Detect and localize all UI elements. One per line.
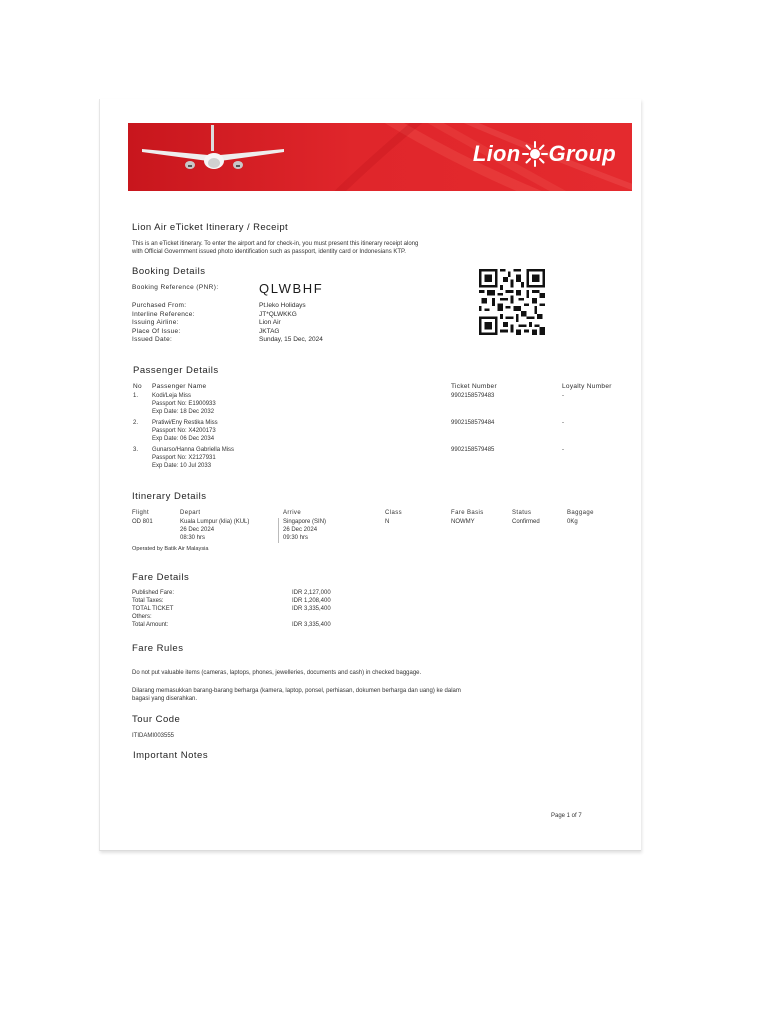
qr-code [477, 269, 547, 335]
passport-expiry: Exp Date: 06 Dec 2034 [152, 436, 215, 442]
col-fare-basis: Fare Basis [451, 510, 484, 516]
itinerary-heading: Itinerary Details [132, 491, 207, 502]
ticket-page [99, 99, 641, 851]
arrive-place: Singapore (SIN) [283, 519, 327, 525]
col-passenger-name: Passenger Name [152, 383, 207, 390]
brand-logo [473, 141, 616, 167]
pnr-value: QLWBHF [259, 281, 324, 296]
place-of-issue-label: Place Of Issue: [132, 327, 181, 335]
col-flight: Flight [132, 510, 150, 516]
depart-date: 26 Dec 2024 [180, 527, 215, 533]
ticket-number: 9902158579483 [451, 393, 495, 399]
loyalty-number: - [562, 447, 564, 453]
passenger-no: 3. [133, 447, 139, 453]
interline-reference-value: JT*QLWKKG [259, 310, 297, 318]
interline-reference-label: Interline Reference: [132, 310, 195, 318]
total-taxes-label: Total Taxes: [132, 598, 164, 604]
col-depart: Depart [180, 510, 201, 516]
document-title: Lion Air eTicket Itinerary / Receipt [132, 222, 289, 233]
ticket-number: 9902158579485 [451, 447, 495, 453]
total-ticket-value: IDR 3,335,400 [292, 606, 331, 612]
fare-heading: Fare Details [132, 572, 190, 583]
operated-by: Operated by Batik Air Malaysia [132, 546, 209, 552]
fare-basis-value: NOWMY [451, 519, 475, 525]
published-fare-label: Published Fare: [132, 590, 175, 596]
loyalty-number: - [562, 393, 564, 399]
depart-time: 08:30 hrs [180, 535, 206, 541]
issuing-airline-label: Issuing Airline: [132, 319, 179, 327]
passenger-heading: Passenger Details [133, 365, 219, 376]
arrive-date: 26 Dec 2024 [283, 527, 318, 533]
airplane-icon [138, 125, 288, 185]
intro-line-2: with Official Government issued photo identification such as passport, identity card or Indonesians KTP. [132, 249, 406, 255]
issuing-airline-value: Lion Air [259, 319, 281, 327]
header-banner [128, 123, 632, 191]
fare-rule-indonesian-line-1: Dilarang memasukkan barang-barang berharga (kamera, laptop, ponsel, perhiasan, dokumen berharga dan uang) ke dalam [132, 688, 461, 694]
fare-rule-indonesian [132, 687, 622, 703]
others-value [292, 613, 331, 621]
total-ticket-label: TOTAL TICKET [132, 606, 174, 612]
total-amount-value: IDR 3,335,400 [292, 622, 331, 628]
flight-number: OD 801 [132, 519, 153, 525]
intro-line-1: This is an eTicket itinerary. To enter the airport and for check-in, you must present this itinerary receipt along [132, 241, 419, 247]
passport-expiry: Exp Date: 18 Dec 2032 [152, 409, 215, 415]
passenger-name: Pratiwi/Eny Restika Miss [152, 420, 218, 426]
total-amount-label: Total Amount: [132, 622, 169, 628]
status-value: Confirmed [512, 519, 540, 525]
class-value: N [385, 519, 390, 525]
passenger-no: 2. [133, 420, 139, 426]
ticket-number: 9902158579484 [451, 420, 495, 426]
col-arrive: Arrive [283, 510, 302, 516]
passport-number: Passport No: X4200173 [152, 428, 216, 434]
total-taxes-value: IDR 1,208,400 [292, 598, 331, 604]
others-label: Others: [132, 614, 152, 620]
passenger-row [152, 392, 216, 416]
booking-values [259, 302, 323, 345]
brand-part1: Lion [472, 141, 521, 166]
brand-part2: Group [548, 141, 616, 166]
pnr-label: Booking Reference (PNR): [132, 284, 219, 291]
page-number: Page 1 of 7 [551, 813, 582, 819]
purchased-from-label: Purchased From: [132, 302, 187, 309]
fare-rule-indonesian-line-2: bagasi yang diserahkan. [132, 696, 198, 702]
loyalty-number: - [562, 420, 564, 426]
passenger-row [152, 419, 218, 443]
col-status: Status [512, 510, 532, 516]
issued-date-value: Sunday, 15 Dec, 2024 [259, 336, 323, 344]
tour-code-heading: Tour Code [132, 714, 181, 725]
tour-code-value: ITIDAMI003555 [132, 733, 175, 739]
booking-labels [132, 302, 195, 345]
fare-values [292, 589, 331, 629]
fare-rules-heading: Fare Rules [132, 643, 184, 654]
issued-date-label: Issued Date: [132, 336, 173, 344]
booking-heading: Booking Details [132, 266, 206, 277]
intro-text [132, 240, 612, 256]
col-baggage: Baggage [567, 510, 594, 516]
place-of-issue-value: JKTAG [259, 327, 280, 335]
depart-details [180, 518, 249, 542]
baggage-value: 0Kg [567, 519, 578, 525]
passport-number: Passport No: X2127931 [152, 455, 216, 461]
fare-labels [132, 589, 174, 629]
passenger-no: 1. [133, 393, 139, 399]
depart-place: Kuala Lumpur (klia) (KUL) [180, 519, 250, 525]
passenger-row [152, 446, 234, 470]
passport-number: Passport No: E1900933 [152, 401, 216, 407]
important-notes-heading: Important Notes [133, 750, 209, 761]
passenger-name: Gunarso/Hanna Gabriella Miss [152, 447, 235, 453]
purchased-from-value: Pt.leko Holidays [259, 302, 306, 309]
passport-expiry: Exp Date: 10 Jul 2033 [152, 463, 212, 469]
col-class: Class [385, 510, 403, 516]
fare-rule-english: Do not put valuable items (cameras, laptops, phones, jewelleries, documents and cash) in checked baggage. [132, 670, 422, 676]
col-loyalty-number: Loyalty Number [562, 383, 612, 390]
col-ticket-number: Ticket Number [451, 383, 497, 390]
col-no: No [133, 383, 142, 390]
arrive-time: 09:30 hrs [283, 535, 309, 541]
lion-emblem-icon [522, 141, 548, 167]
published-fare-value: IDR 2,127,000 [292, 590, 331, 596]
column-divider [278, 518, 279, 543]
passenger-name: Kodi/Leja Miss [152, 393, 192, 399]
arrive-details [283, 518, 326, 542]
